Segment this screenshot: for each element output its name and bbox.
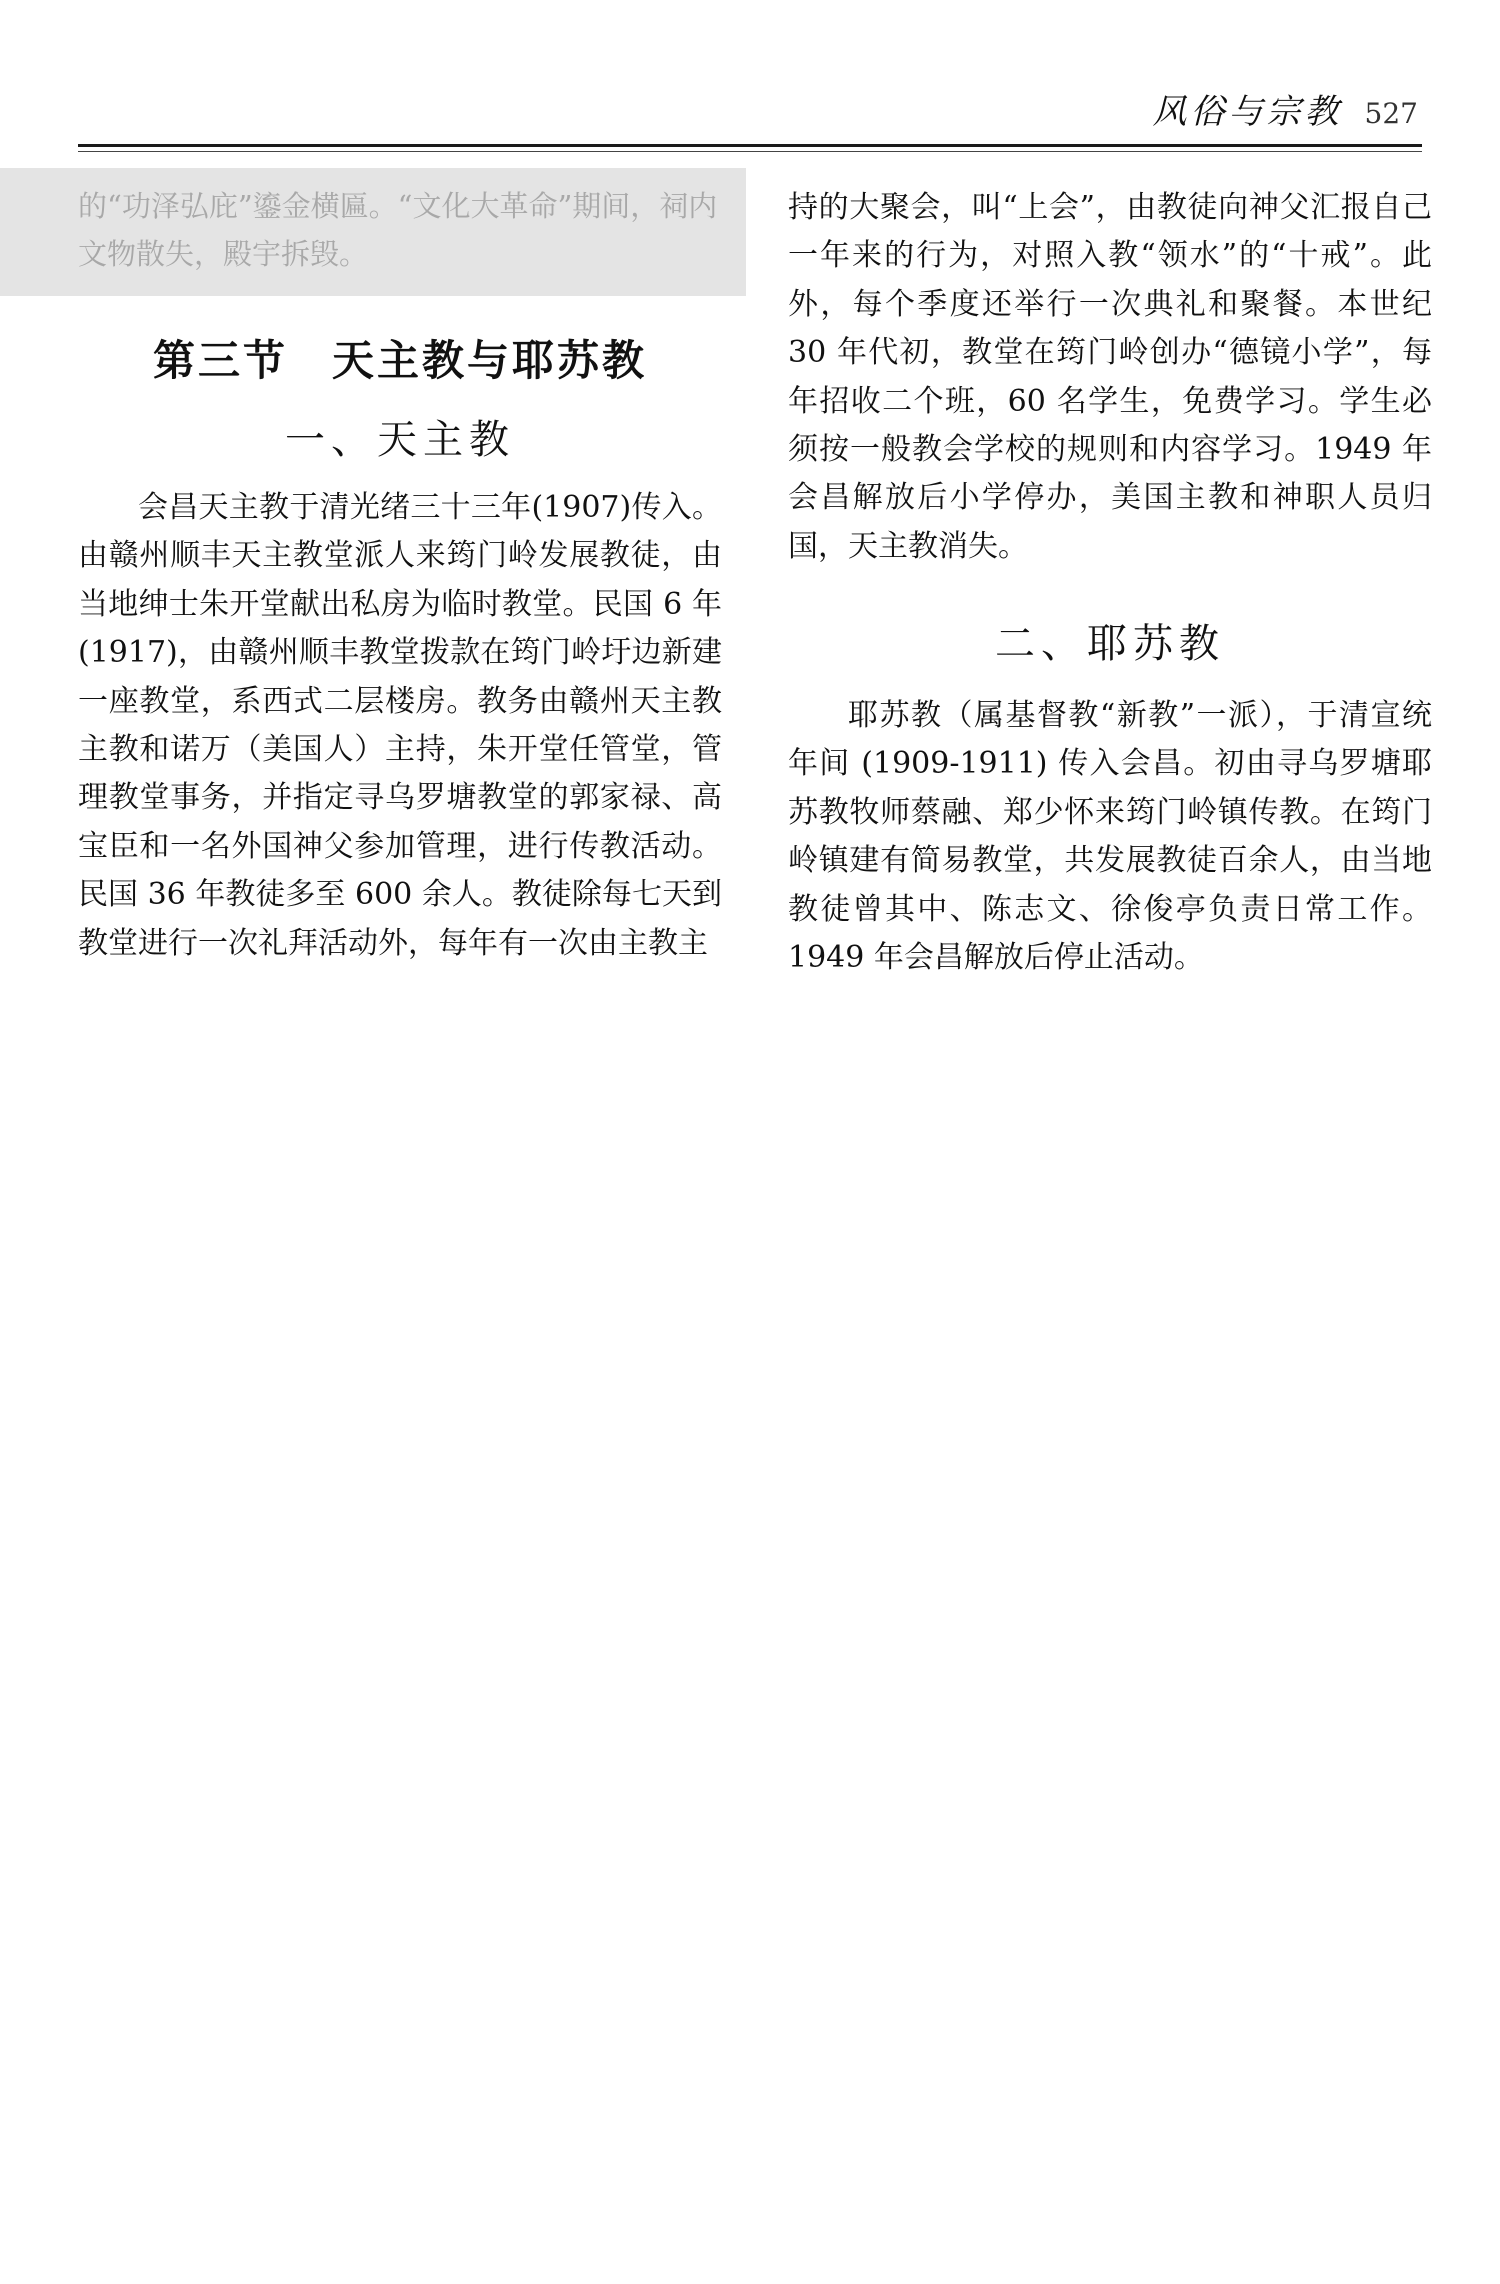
header-rule — [78, 144, 1422, 147]
continuation-text: 的“功泽弘庇”鎏金横匾。“文化大革命”期间，祠内文物散失，殿宇拆毁。 — [78, 189, 718, 271]
running-header — [1153, 84, 1418, 133]
header-section-name: 风俗与宗教 — [1152, 92, 1343, 132]
page-number: 527 — [1364, 97, 1418, 130]
paragraph-catholic-part2: 持的大聚会，叫“上会”，由教徒向神父汇报自己一年来的行为，对照入教“领水”的“十戒”。此外，每个季度还举行一次典礼和聚餐。本世纪 30 年代初，教堂在筠门岭创办“德镜小学”，每年招收二个班，60 名学生，免费学习。学生必须按一般教会学校的规则和内容学习。1949 年会昌解放后小学停办，美国主教和神职人员归国，天主教消失。 — [788, 190, 1432, 564]
paragraph-catholic-part1: 会昌天主教于清光绪三十三年(1907)传入。由赣州顺丰天主教堂派人来筠门岭发展教徒，由当地绅士朱开堂献出私房为临时教堂。民国 6 年 (1917)，由赣州顺丰教堂拨款在筠门岭圩边新建一座教堂，系西式二层楼房。教务由赣州天主教主教和诺万（美国人）主持，朱开堂任管堂，管理教堂事务，并指定寻乌罗塘教堂的郭家禄、高宝臣和一名外国神父参加管理，进行传教活动。民国 36 年教徒多至 600 余人。教徒除每七天到教堂进行一次礼拜活动外，每年有一次由主教主 — [78, 490, 722, 961]
subsection-title-protestant: 二、耶苏教 — [995, 621, 1225, 667]
section-number: 第三节 — [152, 336, 288, 385]
previous-page-continuation — [0, 168, 746, 296]
header-rule-thin — [78, 151, 1422, 152]
paragraph-protestant: 耶苏教（属基督教“新教”一派），于清宣统年间 (1909-1911) 传入会昌。初由寻乌罗塘耶苏教牧师蔡融、郑少怀来筠门岭镇传教。在筠门岭镇建有简易教堂，共发展教徒百余人，由当地教徒曾其中、陈志文、徐俊亭负责日常工作。1949 年会昌解放后停止活动。 — [788, 698, 1432, 976]
section-title-text: 天主教与耶苏教 — [332, 336, 648, 385]
section-title — [78, 328, 722, 388]
subsection-title-catholic: 一、天主教 — [285, 417, 515, 463]
